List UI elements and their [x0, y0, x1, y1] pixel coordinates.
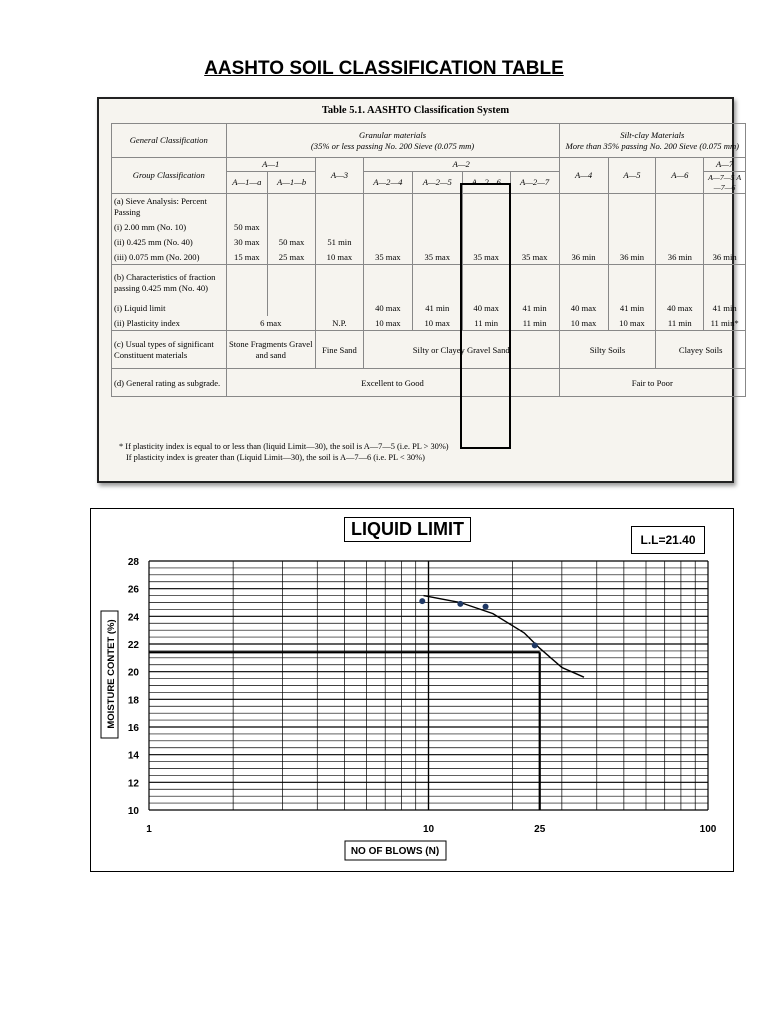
y-tick-label: 16	[127, 723, 139, 734]
group-a1a: A—1—a	[226, 172, 268, 194]
x-tick-label: 10	[422, 824, 435, 835]
rating-label: (d) General rating as subgrade.	[112, 369, 227, 397]
aashto-classification-table	[111, 123, 746, 397]
cell: 40 max	[462, 301, 510, 316]
cell: 11 min*	[704, 316, 746, 331]
a3-heading: A—3	[316, 158, 364, 194]
cell: Fair to Poor	[559, 369, 745, 397]
a1-heading: A—1	[226, 158, 316, 172]
a2-heading: A—2	[363, 158, 559, 172]
cell: Fine Sand	[316, 331, 364, 369]
cell: 41 min	[704, 301, 746, 316]
cell: 11 min	[656, 316, 704, 331]
liquid-limit-annotation: L.L=21.40	[631, 526, 705, 554]
group-a1b: A—1—b	[268, 172, 316, 194]
cell: 10 max	[412, 316, 462, 331]
row-0075mm-label: (iii) 0.075 mm (No. 200)	[112, 250, 227, 265]
a6-heading: A—6	[656, 158, 704, 194]
x-tick-label: 1	[146, 824, 152, 835]
constituents-label: (c) Usual types of significant Constituent materials	[112, 331, 227, 369]
a5-heading: A—5	[608, 158, 656, 194]
cell: 36 min	[656, 250, 704, 265]
group-a26: A—2—6	[462, 172, 510, 194]
cell: 36 min	[704, 250, 746, 265]
cell: Silty Soils	[559, 331, 656, 369]
a4-heading: A—4	[559, 158, 608, 194]
row-0425mm-label: (ii) 0.425 mm (No. 40)	[112, 235, 227, 250]
cell: 6 max	[226, 316, 316, 331]
cell: 35 max	[363, 250, 412, 265]
y-tick-label: 26	[127, 584, 139, 596]
cell: Silty or Clayey Gravel Sand	[363, 331, 559, 369]
cell: 35 max	[462, 250, 510, 265]
aashto-table-image	[97, 97, 742, 483]
page-title: AASHTO SOIL CLASSIFICATION TABLE	[204, 58, 564, 79]
x-tick-label: 100	[699, 824, 717, 835]
cell: Clayey Soils	[656, 331, 746, 369]
table-footnote	[119, 441, 449, 464]
footnote-line-1: * If plasticity index is equal to or less than (liquid Limit—30), the soil is A—7—5 (i.e. PL > 30%)	[119, 442, 449, 451]
cell: 41 min	[412, 301, 462, 316]
cell: 50 max	[226, 220, 268, 235]
sieve-analysis-label: (a) Sieve Analysis: Percent Passing	[112, 194, 227, 220]
siltclay-heading: Silt-clay Materials More than 35% passing No. 200 Sieve (0.075 mm)	[559, 124, 745, 158]
cell: Stone Fragments Gravel and sand	[226, 331, 316, 369]
general-classification-label: General Classification	[112, 124, 227, 158]
y-tick-label: 12	[127, 778, 139, 790]
data-point	[483, 604, 489, 610]
y-tick-label: 20	[127, 667, 139, 679]
group-a27: A—2—7	[510, 172, 559, 194]
y-tick-label: 28	[127, 557, 139, 568]
cell: 25 max	[268, 250, 316, 265]
cell: 35 max	[510, 250, 559, 265]
cell: 10 max	[559, 316, 608, 331]
granular-heading: Granular materials (35% or less passing No. 200 Sieve (0.075 mm)	[226, 124, 559, 158]
cell: 30 max	[226, 235, 268, 250]
cell: 40 max	[559, 301, 608, 316]
footnote-line-2: If plasticity index is greater than (Liquid Limit—30), the soil is A—7—6 (i.e. PL < 30%)	[126, 453, 425, 463]
cell: 50 max	[268, 235, 316, 250]
liquid-limit-label: (i) Liquid limit	[112, 301, 227, 316]
cell: 15 max	[226, 250, 268, 265]
cell: 36 min	[559, 250, 608, 265]
data-point	[532, 642, 538, 648]
group-a7-sub: A—7—5 A—7—6	[704, 172, 746, 194]
group-a24: A—2—4	[363, 172, 412, 194]
cell: 51 min	[316, 235, 364, 250]
a7-heading: A—7	[704, 158, 746, 172]
cell: 40 max	[363, 301, 412, 316]
characteristics-label: (b) Characteristics of fraction passing 0.425 mm (No. 40)	[112, 265, 227, 301]
cell: 11 min	[462, 316, 510, 331]
y-axis-label: MOISTURE CONTET (%)	[106, 619, 117, 729]
liquid-limit-chart	[90, 508, 734, 872]
cell: 41 min	[608, 301, 656, 316]
y-tick-label: 22	[127, 640, 139, 651]
x-axis-label: NO OF BLOWS (N)	[350, 846, 440, 857]
data-point	[419, 598, 425, 604]
cell: 10 max	[608, 316, 656, 331]
y-tick-label: 24	[127, 612, 139, 624]
cell: 40 max	[656, 301, 704, 316]
y-tick-label: 10	[127, 806, 139, 817]
row-2mm-label: (i) 2.00 mm (No. 10)	[112, 220, 227, 235]
chart-title: LIQUID LIMIT	[344, 517, 471, 542]
y-tick-label: 14	[127, 750, 139, 762]
group-a25: A—2—5	[412, 172, 462, 194]
y-tick-label: 18	[127, 695, 139, 707]
x-tick-label: 25	[534, 824, 546, 835]
cell: 10 max	[363, 316, 412, 331]
cell: Excellent to Good	[226, 369, 559, 397]
table-caption: Table 5.1. AASHTO Classification System	[321, 105, 510, 116]
cell: 35 max	[412, 250, 462, 265]
cell: 41 min	[510, 301, 559, 316]
cell: 11 min	[510, 316, 559, 331]
plasticity-index-label: (ii) Plasticity index	[112, 316, 227, 331]
cell: N.P.	[316, 316, 364, 331]
data-point	[457, 601, 463, 607]
cell: 10 max	[316, 250, 364, 265]
cell: 36 min	[608, 250, 656, 265]
group-classification-label: Group Classification	[112, 158, 227, 194]
